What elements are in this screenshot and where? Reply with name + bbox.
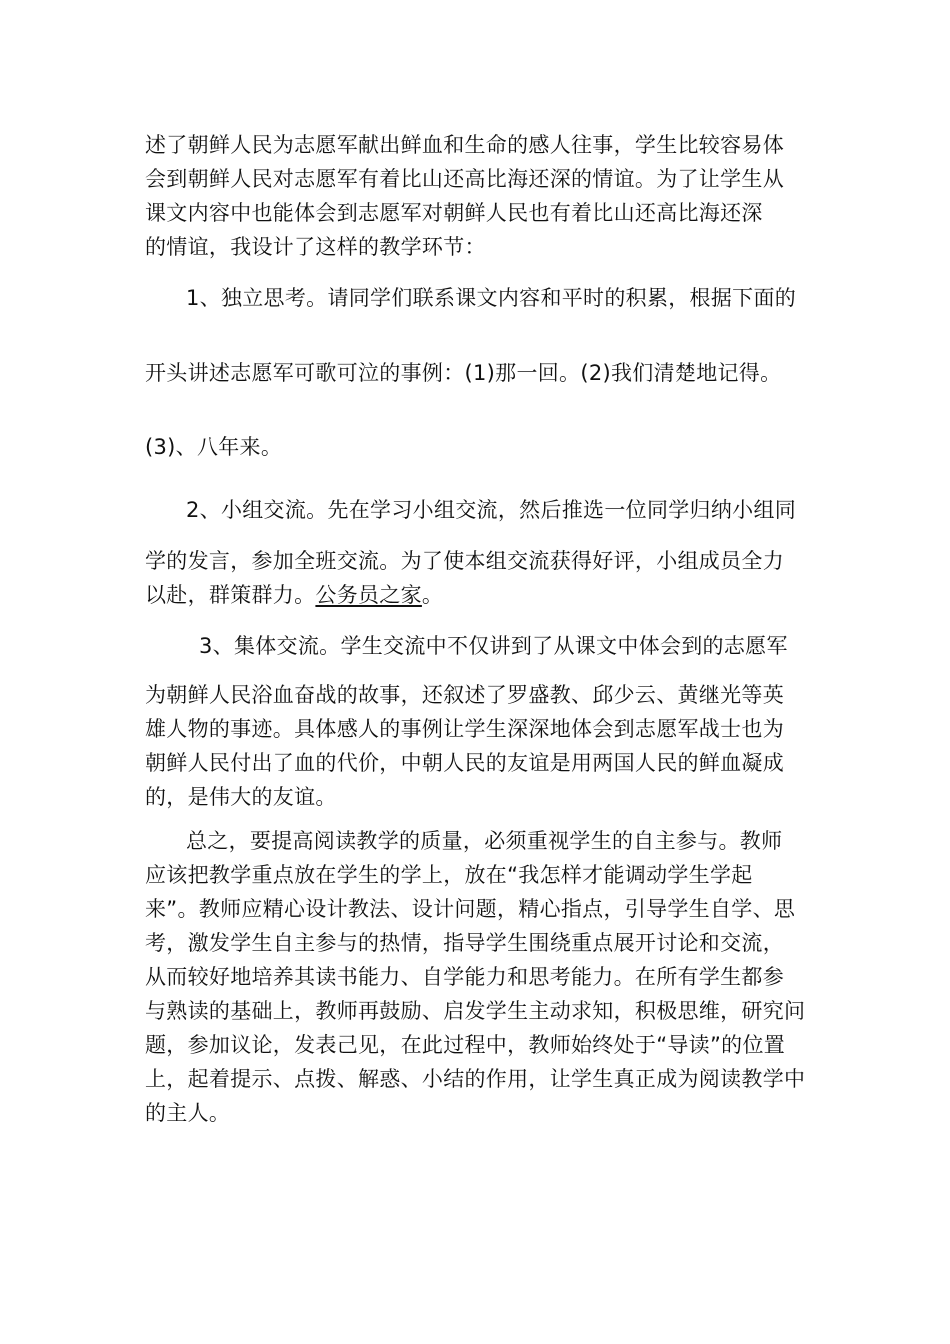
text-span: 以赴，群策群力。 [145, 583, 316, 607]
text-line: 开头讲述志愿军可歌可泣的事例：(1)那一回。(2)我们清楚地记得。 [145, 361, 782, 385]
text-line: 为朝鲜人民浴血奋战的故事，还叙述了罗盛教、邱少云、黄继光等英 [145, 683, 784, 707]
text-line: 朝鲜人民付出了血的代价，中朝人民的友谊是用两国人民的鲜血凝成 [145, 751, 784, 775]
text-line: 课文内容中也能体会到志愿军对朝鲜人民也有着比山还高比海还深 [145, 201, 763, 225]
text-line: 的情谊，我设计了这样的教学环节： [145, 235, 486, 259]
text-line: 上，起着提示、点拨、解惑、小结的作用，让学生真正成为阅读教学中 [145, 1067, 806, 1091]
text-line: 雄人物的事迹。具体感人的事例让学生深深地体会到志愿军战士也为 [145, 717, 784, 741]
text-line: 会到朝鲜人民对志愿军有着比山还高比海还深的情谊。为了让学生从 [145, 167, 784, 191]
text-line: 的，是伟大的友谊。 [145, 785, 337, 809]
text-line: 题，参加议论，发表己见，在此过程中，教师始终处于“导读”的位置 [145, 1033, 786, 1057]
text-line: 总之，要提高阅读教学的质量，必须重视学生的自主参与。教师 [186, 829, 783, 853]
text-line: 述了朝鲜人民为志愿军献出鲜血和生命的感人往事，学生比较容易体 [145, 133, 784, 157]
text-line [145, 580, 815, 610]
text-line: (3)、八年来。 [145, 435, 283, 459]
text-line: 从而较好地培养其读书能力、自学能力和思考能力。在所有学生都参 [145, 965, 784, 989]
text-line: 的主人。 [145, 1101, 231, 1125]
text-line: 来”。教师应精心设计教法、设计问题，精心指点，引导学生自学、思 [145, 897, 796, 921]
text-line: 应该把教学重点放在学生的学上，放在“我怎样才能调动学生学起 [145, 863, 753, 887]
text-span: 。 [421, 583, 444, 607]
text-line: 2、小组交流。先在学习小组交流，然后推选一位同学归纳小组同 [186, 498, 797, 522]
text-line: 考，激发学生自主参与的热情，指导学生围绕重点展开讨论和交流， [145, 931, 784, 955]
gongwuyuan-link[interactable]: 公务员之家 [315, 583, 422, 607]
text-line: 与熟读的基础上，教师再鼓励、启发学生主动求知，积极思维，研究问 [145, 999, 806, 1023]
text-line: 学的发言，参加全班交流。为了使本组交流获得好评，小组成员全力 [145, 549, 784, 573]
text-line: 1、独立思考。请同学们联系课文内容和平时的积累，根据下面的 [186, 286, 797, 310]
text-line: 3、集体交流。学生交流中不仅讲到了从课文中体会到的志愿军 [199, 634, 788, 658]
